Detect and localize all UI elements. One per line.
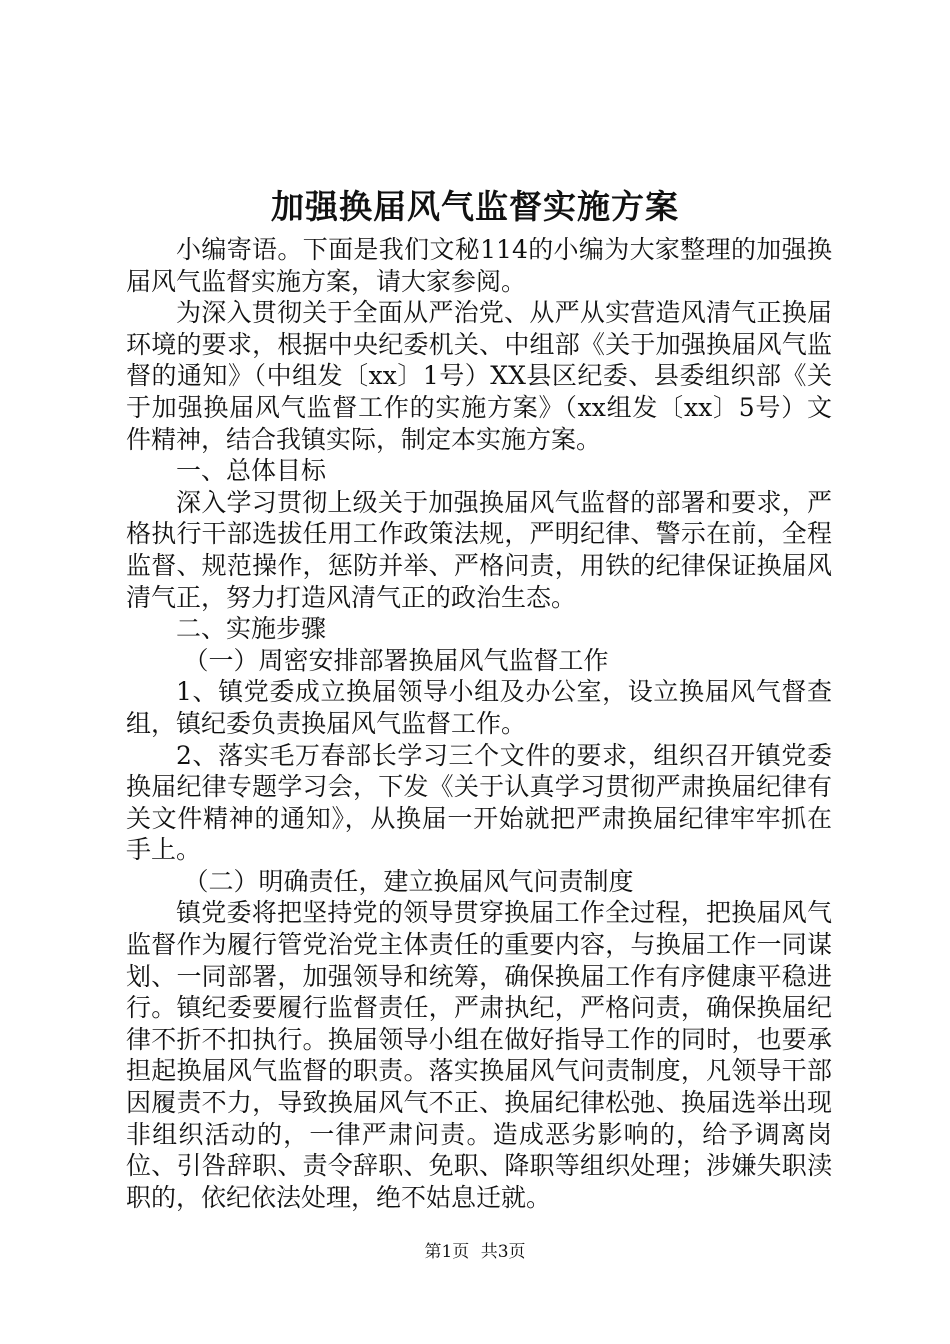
accountability-paragraph: 镇党委将把坚持党的领导贯穿换届工作全过程，把换届风气监督作为履行管党治党主体责任的重要内容，与换届工作一同谋划、一同部署，加强领导和统筹，确保换届工作有序健康平稳进行。镇纪委要履行监督责任，严肃执纪，严格问责，确保换届纪律不折不扣执行。换届领导小组在做好指导工作的同时，也要承担起换届风气监督的职责。落实换届风气问责制度，凡领导干部因履责不力，导致换届风气不正、换届纪律松弛、换届选举出现非组织活动的，一律严肃问责。造成恶劣影响的，给予调离岗位、引咎辞职、责令辞职、免职、降职等组织处理；涉嫌失职渎职的，依纪依法处理，绝不姑息迁就。	[126, 898, 832, 1212]
document-title: 加强换届风气监督实施方案	[271, 187, 679, 226]
intro-paragraph: 小编寄语。下面是我们文秘114的小编为大家整理的加强换届风气监督实施方案，请大家参阅。	[126, 235, 832, 296]
section-heading-goals: 一、总体目标	[176, 456, 327, 486]
section-heading-steps: 二、实施步骤	[176, 614, 327, 644]
page-footer	[0, 1240, 950, 1264]
subsection-heading-deployment: （一）周密安排部署换届风气监督工作	[183, 645, 609, 675]
page-total: 共3页	[480, 1242, 526, 1262]
subsection-heading-accountability: （二）明确责任，建立换届风气问责制度	[183, 866, 634, 896]
goals-paragraph: 深入学习贯彻上级关于加强换届风气监督的部署和要求，严格执行干部选拔任用工作政策法规，严明纪律、警示在前，全程监督、规范操作，惩防并举、严格问责，用铁的纪律保证换届风清气正，努力打造风清气正的政治生态。	[126, 487, 832, 612]
background-paragraph: 为深入贯彻关于全面从严治党、从严从实营造风清气正换届环境的要求，根据中央纪委机关、中组部《关于加强换届风气监督的通知》（中组发〔xx〕1号）XX县区纪委、县委组织部《关于加强换届风气监督工作的实施方案》（xx组发〔xx〕5号）文件精神，结合我镇实际，制定本实施方案。	[126, 298, 832, 454]
document-body	[126, 234, 832, 1213]
page-number: 第1页	[424, 1242, 470, 1262]
step-1-paragraph: 1、镇党委成立换届领导小组及办公室，设立换届风气督查组，镇纪委负责换届风气监督工作。	[126, 677, 832, 738]
step-2-paragraph: 2、落实毛万春部长学习三个文件的要求，组织召开镇党委换届纪律专题学习会，下发《关于认真学习贯彻严肃换届纪律有关文件精神的通知》，从换届一开始就把严肃换届纪律牢牢抓在手上。	[126, 740, 832, 865]
